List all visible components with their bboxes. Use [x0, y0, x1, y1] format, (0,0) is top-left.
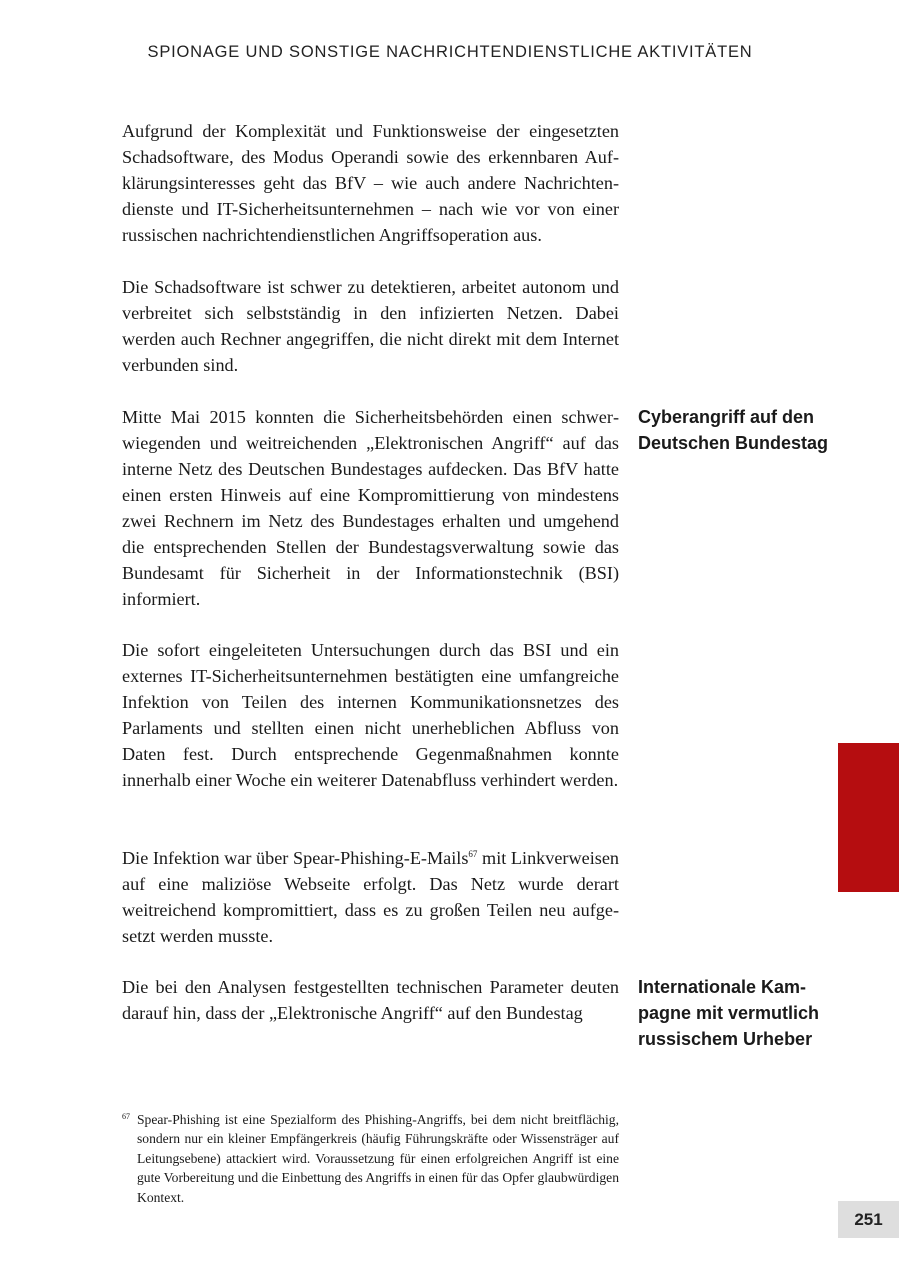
paragraph-text: [122, 845, 619, 949]
paragraph-malware: [122, 274, 619, 378]
page-number: 251: [838, 1201, 899, 1238]
paragraph-infection: [122, 845, 619, 949]
paragraph-bundestag-attack: [122, 404, 619, 612]
paragraph-text: Mitte Mai 2015 konnten die Sicherheitsbehörden einen schwerwiegenden und weitreichenden „Elektronischen Angriff“ auf das interne Netz des Deutschen Bundestages aufdecken. Das BfV hatte einen ersten Hinweis auf eine Kompromittierung von mindestens zwei Rechnern im Netz des Bundestages erhalten und umgehend die entsprechenden Stellen der Bundestagsverwaltung sowie das Bundesamt für Sicherheit in der Informationstechnik (BSI) informiert.: [122, 407, 619, 609]
paragraph-text: Aufgrund der Komplexität und Funktionsweise der eingesetzten Schadsoftware, des Modus Operandi sowie des erkennbaren Aufklärungsinteresses geht das BfV – wie auch andere Nachrichtendienste und IT-Sicherheitsunternehmen – nach wie vor von einer russischen nachrichtendienstlichen Angriffsoperation aus.: [122, 121, 619, 245]
margin-heading-cyberattack: Cyberangriff auf den Deutschen Bundestag: [638, 407, 829, 453]
paragraph-text: Die Schadsoftware ist schwer zu detektieren, arbeitet autonom und verbreitet sich selbstständig in den infizierten Netzen. Dabei werden auch Rechner angegriffen, die nicht direkt mit dem Internet verbunden sind.: [122, 277, 619, 375]
running-head-title: SPIONAGE UND SONSTIGE NACHRICHTENDIENSTLICHE AKTIVITÄTEN: [147, 43, 753, 61]
paragraph-text-start: Die Infektion war über Spear-Phishing-E-Mails: [122, 848, 469, 868]
footnote-reference[interactable]: 67: [468, 848, 478, 859]
section-thumb-tab: [838, 743, 899, 892]
footnote-number: 67: [122, 1112, 130, 1121]
paragraph-text-end: mit Linkverweisen auf eine maliziöse Webseite erfolgt. Das Netz wurde derart weitreichend kompromittiert, dass es zu großen Teilen neu aufgesetzt werden musste.: [122, 848, 619, 946]
paragraph-text: Die sofort eingeleiteten Untersuchungen durch das BSI und ein externes IT-Sicherheitsunternehmen bestätigten eine umfangreiche Infektion von Teilen des internen Kommunikationsnetzes des Parlaments und stellten einen nicht unerheblichen Abfluss von Daten fest. Durch entsprechende Gegenmaßnahmen konnte innerhalb einer Woche ein weiterer Datenabfluss verhindert werden.: [122, 640, 619, 790]
footnote: [122, 1110, 619, 1207]
footnote-text: Spear-Phishing ist eine Spezialform des Phishing-Angriffs, bei dem nicht breitflächig, sondern nur ein kleiner Empfängerkreis (häufig Führungskräfte oder Wissensträger auf Leitungsebene) attackiert wird. Voraussetzung für einen erfolgreichen Angriff ist eine gute Vorbereitung und die Einbettung des Angriffs in einen für das Opfer glaubwürdigen Kontext.: [137, 1112, 619, 1205]
paragraph-text: Die bei den Analysen festgestellten technischen Parameter deuten darauf hin, dass der „Elektronische Angriff“ auf den Bundestag: [122, 977, 619, 1023]
margin-heading-international-campaign: Internationale Kampagne mit vermutlich russischem Urheber: [638, 977, 820, 1049]
paragraph-analysis: [122, 974, 619, 1026]
paragraph-attribution: [122, 118, 619, 248]
paragraph-investigation: [122, 637, 619, 793]
